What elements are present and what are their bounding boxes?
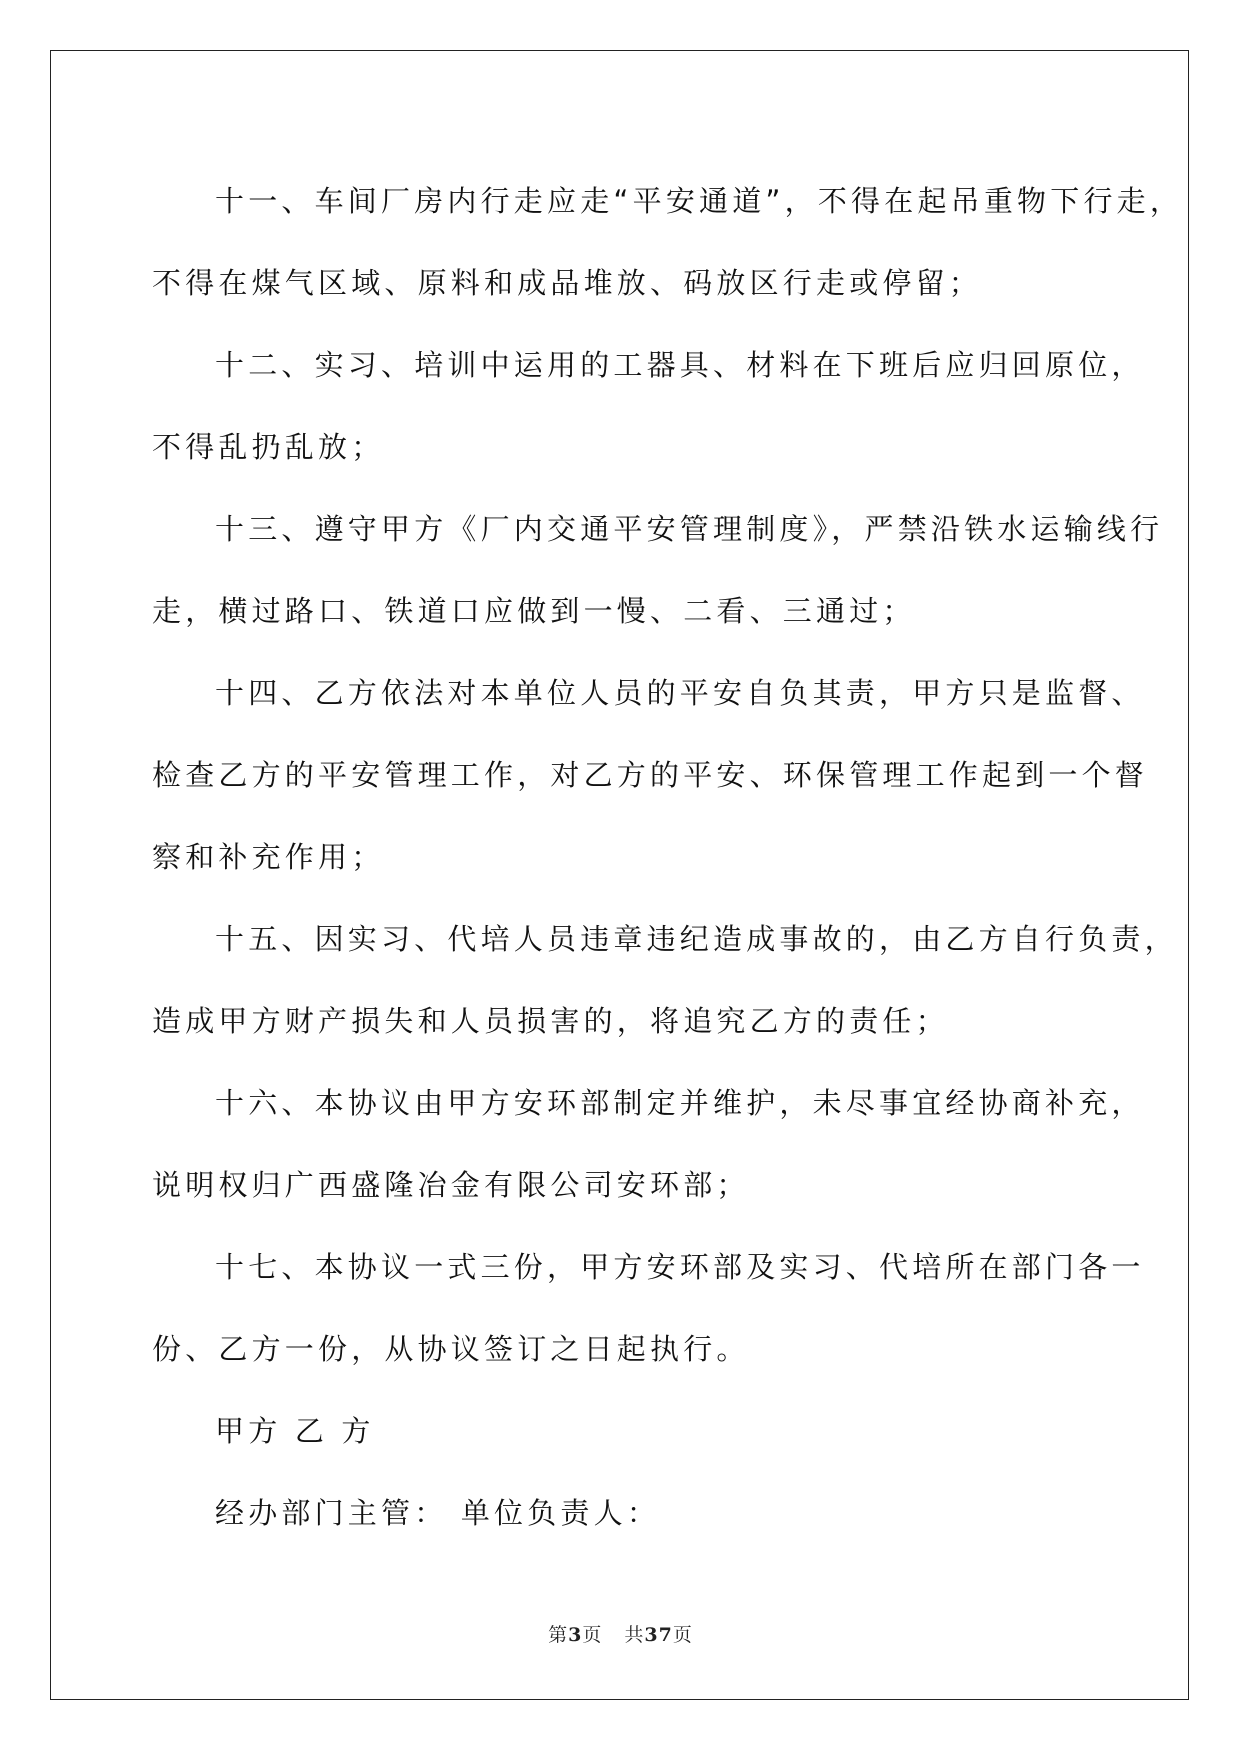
text-line: 不得乱扔乱放； [152,430,385,464]
page-suffix: 页 [582,1624,603,1646]
total-page-count: 37 [644,1624,673,1646]
page-prefix: 第 [548,1624,569,1646]
text-line: 份、乙方一份，从协议签订之日起执行。 [152,1332,750,1366]
text-line: 不得在煤气区域、原料和成品堆放、码放区行走或停留； [152,266,983,300]
text-line: 说明权归广西盛隆冶金有限公司安环部； [152,1168,750,1202]
text-line: 十一、车间厂房内行走应走“平安通道”，不得在起吊重物下行走， [215,184,1184,218]
text-line: 十二、实习、培训中运用的工器具、材料在下班后应归回原位， [215,348,1145,382]
document-body [152,160,1184,1554]
text-line: 十四、乙方依法对本单位人员的平安自负其责，甲方只是监督、 [215,676,1145,710]
text-line: 走，横过路口、铁道口应做到一慢、二看、三通过； [152,594,916,628]
total-prefix: 共 [624,1624,645,1646]
text-line: 检查乙方的平安管理工作，对乙方的平安、环保管理工作起到一个督 [152,758,1149,792]
text-line: 十七、本协议一式三份，甲方安环部及实习、代培所在部门各一 [215,1250,1145,1284]
text-line: 十六、本协议由甲方安环部制定并维护，未尽事宜经协商补充， [215,1086,1145,1120]
text-line: 十三、遵守甲方《厂内交通平安管理制度》，严禁沿铁水运输线行 [215,512,1164,546]
text-line: 察和补充作用； [152,840,385,874]
signature-parties-line: 甲方 乙 方 [215,1414,375,1448]
signature-roles-line: 经办部门主管： 单位负责人： [215,1496,661,1530]
text-line: 十五、因实习、代培人员违章违纪造成事故的，由乙方自行负责， [215,922,1178,956]
current-page-number: 3 [568,1624,583,1646]
total-suffix: 页 [672,1624,693,1646]
page-number-footer [0,1620,1241,1647]
text-line: 造成甲方财产损失和人员损害的，将追究乙方的责任； [152,1004,949,1038]
